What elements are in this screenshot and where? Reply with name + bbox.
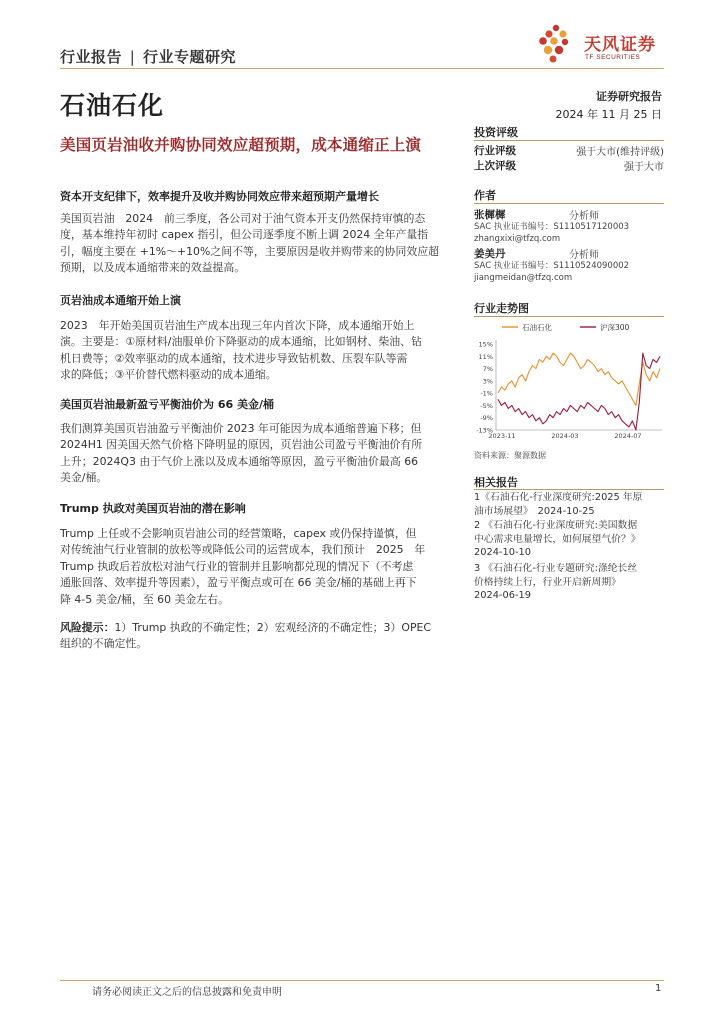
related-report-item[interactable]: [474, 519, 666, 560]
x-tick-label: 2023-11: [488, 432, 516, 440]
authors-heading: 作者: [474, 189, 496, 202]
industry-rating-label: 行业评级: [474, 145, 516, 157]
y-tick-label: -1%: [480, 389, 493, 398]
related-divider: [474, 489, 664, 490]
x-tick-label: 2024-07: [614, 432, 642, 440]
previous-rating-row: [474, 158, 664, 173]
related-report-line: 2024-06-19: [474, 590, 531, 601]
tf-logo-icon: [530, 22, 582, 66]
related-report-line: 油市场展望》 2024-10-25: [474, 505, 595, 517]
related-report-line: 中心需求电量增长，如何展望气价？》: [474, 533, 641, 545]
related-report-line: 3 《石油石化-行业专题研究:涤纶长丝: [474, 563, 638, 574]
trend-heading: 行业走势图: [474, 302, 529, 315]
related-report-line: 2024-10-10: [474, 547, 531, 558]
paragraph-line: 2024H1 因美国天然气价格下降明显的原因，页岩油公司盈亏平衡油价有所: [60, 438, 423, 452]
risk-line: 1）Trump 执政的不确定性；2）宏观经济的不确定性；3）OPEC: [114, 621, 431, 634]
section-paragraph: [60, 421, 456, 487]
paragraph-line: 求的降低；③平价替代燃料驱动的成本通缩。: [60, 368, 277, 382]
report-date: 2024 年 11 月 25 日: [555, 108, 662, 121]
author-name: 张樨樨: [474, 209, 506, 221]
authors-divider: [474, 203, 664, 204]
author-card: [474, 246, 664, 284]
rating-heading: 投资评级: [474, 126, 518, 139]
report-title: 美国页岩油收并购协同效应超预期，成本通缩正上演: [60, 136, 422, 154]
previous-rating-value: 强于大市: [624, 162, 664, 173]
report-subtype-label: 行业专题研究: [143, 48, 237, 66]
doc-type: 证券研究报告: [596, 90, 662, 103]
section-heading: Trump 执政对美国页岩油的潜在影响: [60, 502, 246, 515]
report-type-label: 行业报告: [60, 48, 123, 66]
author-license: SAC 执业证书编号：S1110524090002: [474, 261, 630, 271]
paragraph-line: 机日费等；②效率驱动的成本通缩，技术进步导致钻机数、压裂车队等需: [60, 351, 408, 365]
paragraph-line: 演。主要是：①原材料/油服单价下降驱动的成本通缩，比如钢材、柴油、钻: [60, 335, 422, 349]
paragraph-line: 我们测算美国页岩油盈亏平衡油价 2023 年可能因为成本通缩普遍下移；但: [60, 422, 422, 435]
rating-divider: [474, 140, 664, 141]
risk-label: 风险提示：: [60, 621, 115, 634]
chart-source: 资料来源：聚源数据: [474, 451, 546, 460]
section-heading: 美国页岩油最新盈亏平衡油价为 66 美金/桶: [60, 398, 274, 411]
y-tick-label: -13%: [476, 426, 493, 435]
related-report-item[interactable]: [474, 562, 666, 603]
paragraph-line: 预期，以及成本通缩带来的效益提高。: [60, 261, 246, 275]
paragraph-line: Trump 执政后若放松对油气行业的管制并且影响都兑现的情况下（不考虑: [60, 559, 414, 573]
y-tick-label: 3%: [482, 377, 493, 386]
paragraph-line: 美国页岩油 2024 前三季度，各公司对于油气资本开支仍然保持审慎的态: [60, 212, 426, 225]
paragraph-line: 度，基本维持年初时 capex 指引，但公司逐季度不断上调 2024 全年产量指: [60, 228, 429, 242]
author-email[interactable]: zhangxixi@tfzq.com: [474, 234, 561, 244]
author-license: SAC 执业证书编号：S1110517120003: [474, 222, 630, 232]
company-name-en: TF SECURITIES: [585, 54, 641, 61]
trend-chart: [474, 318, 664, 440]
paragraph-line: Trump 上任或不会影响页岩油公司的经营策略，capex 或仍保持谨慎，但: [60, 527, 417, 540]
author-name: 姜美丹: [474, 248, 506, 260]
industry-rating-row: [474, 143, 664, 158]
page-number: 1: [655, 983, 662, 994]
trend-divider: [474, 316, 664, 317]
author-role: 分析师: [569, 250, 599, 261]
related-report-line: 价格持续上行，行业开启新周期》: [474, 576, 621, 588]
related-report-line: 2 《石油石化-行业深度研究:美国数据: [474, 520, 638, 531]
legend-label: 石油石化: [522, 323, 552, 332]
footer-divider: [60, 980, 664, 981]
paragraph-line: 通胀回落、效率提升等因素），盈亏平衡点或可在 66 美金/桶的基础上再下: [60, 576, 417, 590]
related-report-item[interactable]: [474, 491, 666, 518]
section-paragraph: [60, 318, 456, 384]
author-email[interactable]: jiangmeidan@tfzq.com: [474, 273, 573, 283]
report-type: [60, 46, 236, 67]
section-paragraph: [60, 211, 456, 277]
section-paragraph: [60, 526, 456, 608]
y-tick-label: -9%: [480, 414, 493, 423]
paragraph-line: 对传统油气行业管制的放松等或降低公司的运营成本，我们预计 2025 年: [60, 543, 426, 557]
y-tick-label: 11%: [478, 352, 493, 361]
series-line: [498, 353, 660, 405]
header-divider: [60, 68, 664, 69]
paragraph-line: 引，幅度主要在 +1%～+10%之间不等，主要原因是收并购带来的协同效应超: [60, 244, 440, 258]
industry-title: 石油石化: [60, 91, 165, 120]
related-report-line: 1《石油石化-行业深度研究:2025 年原: [474, 492, 643, 503]
report-type-separator: |: [129, 48, 136, 66]
section-heading: 页岩油成本通缩开始上演: [60, 294, 181, 307]
author-card: [474, 207, 664, 245]
section-heading: 资本开支纪律下，效率提升及收并购协同效应带来超预期产量增长: [60, 190, 379, 203]
industry-rating-value: 强于大市(维持评级): [576, 147, 664, 158]
paragraph-line: 降 4-5 美金/桶，至 60 美金左右。: [60, 592, 229, 606]
risk-line: 组织的不确定性。: [60, 637, 148, 651]
paragraph-line: 上升；2024Q3 由于气价上涨以及成本通缩等原因，盈亏平衡油价最高 66: [60, 454, 419, 468]
y-tick-label: -5%: [480, 401, 493, 410]
footer-disclaimer: 请务必阅读正文之后的信息披露和免责申明: [92, 987, 282, 998]
x-tick-label: 2024-03: [551, 432, 579, 440]
y-tick-label: 7%: [482, 365, 493, 374]
risk-warning: [60, 620, 456, 653]
previous-rating-label: 上次评级: [474, 160, 516, 172]
legend-label: 沪深300: [600, 323, 630, 332]
paragraph-line: 美金/桶。: [60, 471, 108, 485]
y-tick-label: 15%: [478, 340, 493, 349]
author-role: 分析师: [569, 211, 599, 222]
related-heading: 相关报告: [474, 476, 518, 489]
paragraph-line: 2023 年开始美国页岩油生产成本出现三年内首次下降，成本通缩开始上: [60, 319, 415, 332]
company-name: 天风证券: [584, 35, 656, 55]
